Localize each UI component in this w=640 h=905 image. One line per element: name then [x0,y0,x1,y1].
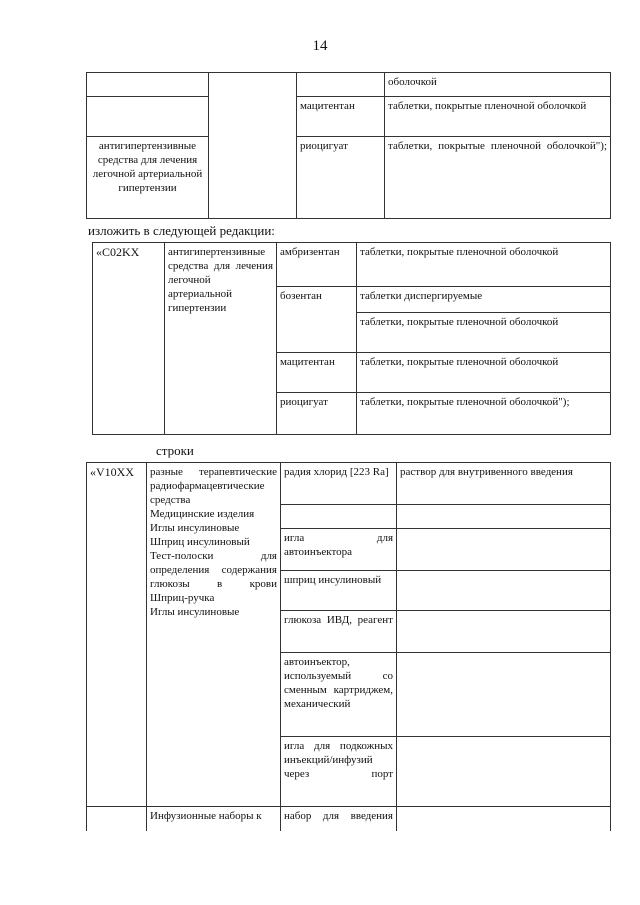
table1-form-cell: таблетки, покрытые пленочной оболочкой"); [385,137,611,219]
v10xx-inn-cell: набор для введения [281,807,397,831]
v10xx-inn-cell [281,505,397,529]
v10xx-inn-cell: игла для автоинъектора [281,529,397,571]
c02kx-form-cell: таблетки, покрытые пленочной оболочкой [357,313,611,353]
v10xx-form-cell [397,571,611,611]
v10xx-form-cell [397,529,611,571]
c02kx-form-cell: таблетки, покрытые пленочной оболочкой [357,353,611,393]
c02kx-form-cell: таблетки, покрытые пленочной оболочкой"); [357,393,611,435]
table1-inn-cell: риоцигуат [297,137,385,219]
table1-cell [297,73,385,97]
v10xx-form-cell [397,653,611,737]
v10xx-group-line: Иглы инсулиновые [150,522,240,534]
v10xx-group-line: разные терапевтические радиофармацевтические средства [150,466,277,506]
table1-form-cell: таблетки, покрытые пленочной оболочкой [385,97,611,137]
table1-inn-cell: мацитентан [297,97,385,137]
v10xx-group-line: Тест-полоски для определения содержания глюкозы в крови [150,550,277,590]
caption-new-edition: изложить в следующей редакции: [88,223,275,238]
c02kx-form-cell: таблетки, покрытые пленочной оболочкой [357,243,611,287]
table1-group-cell: антигипертензивные средства для лечения легочной артериальной гипертензии [87,137,209,219]
v10xx-inn-cell: автоинъектор, используемый со сменным картриджем, механический [281,653,397,737]
table1-cell [209,73,297,219]
table-c02kx [92,242,611,435]
v10xx-form-cell [397,807,611,831]
caption-rows: строки [156,443,194,458]
v10xx-inn-cell: глюкоза ИВД, реагент [281,611,397,653]
v10xx-form-cell [397,611,611,653]
table1-form-cell: оболочкой [385,73,611,97]
c02kx-inn-cell: бозентан [277,287,357,353]
c02kx-inn-cell: мацитентан [277,353,357,393]
v10xx-group-cell: Инфузионные наборы к [147,807,281,831]
c02kx-inn-cell: риоцигуат [277,393,357,435]
c02kx-form-cell: таблетки диспергируемые [357,287,611,313]
v10xx-group-line: Медицинские изделия [150,508,255,520]
v10xx-code-cell: «V10XX [87,463,147,807]
v10xx-form-cell: раствор для внутривенного введения [397,463,611,505]
v10xx-group-line: Шприц инсулиновый [150,536,250,548]
table1-cell [87,97,209,137]
table-previous-continuation [86,72,611,219]
v10xx-form-cell [397,505,611,529]
c02kx-group-cell: антигипертензивные средства для лечения легочной артериальной гипертензии [165,243,277,435]
v10xx-group-cell [147,463,281,807]
v10xx-group-line: Иглы инсулиновые [150,606,240,618]
v10xx-inn-cell: шприц инсулиновый [281,571,397,611]
v10xx-cell [87,807,147,831]
c02kx-code-cell: «C02KX [93,243,165,435]
c02kx-inn-cell: амбризентан [277,243,357,287]
table-v10xx [86,462,611,831]
page-number: 14 [312,38,328,54]
v10xx-inn-cell: радия хлорид [223 Ra] [281,463,397,505]
v10xx-inn-cell: игла для подкожных инъекций/инфузий через порт [281,737,397,807]
v10xx-form-cell [397,737,611,807]
table1-cell [87,73,209,97]
v10xx-group-line: Шприц-ручка [150,592,215,604]
